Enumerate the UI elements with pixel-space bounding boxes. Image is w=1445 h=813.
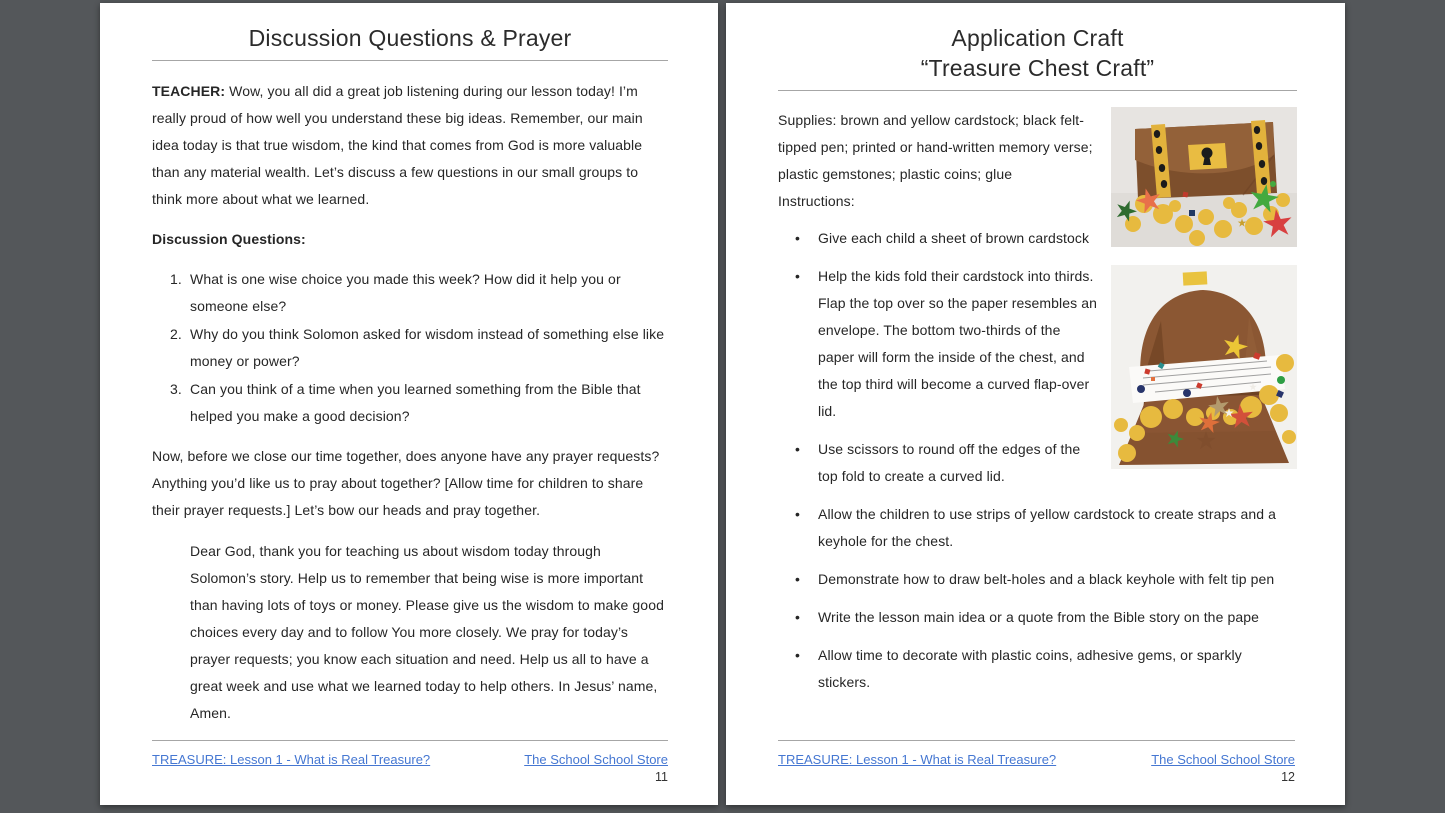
question-item [152, 376, 668, 430]
closing-paragraph: Now, before we close our time together, does anyone have any prayer requests? Anything you’d like us to pray about together? [Allow time for children to share their prayer requests.] Let’s bow our heads and pray together. [152, 448, 660, 518]
craft-step-item: • Use scissors to round off the edges of the top fold to create a curved lid. [778, 436, 1297, 490]
question-item [152, 266, 668, 320]
question-text: Can you think of a time when you learned something from the Bible that helped you make a good decision? [190, 381, 641, 424]
question-item [152, 321, 668, 375]
page-title: Discussion Questions & Prayer [248, 25, 572, 51]
discussion-questions-heading: Discussion Questions: [152, 231, 306, 247]
footer-divider [778, 740, 1295, 741]
store-link[interactable]: The School School Store [524, 752, 668, 767]
craft-step-item: • Help the kids fold their cardstock into thirds. Flap the top over so the paper resembles an envelope. The bottom two-thirds of the paper will form the inside of the chest, and the top third will become a curved flap-over lid. [778, 263, 1297, 425]
page-footer [152, 740, 668, 785]
title-divider [152, 60, 668, 61]
instructions-label: Instructions: [778, 193, 855, 209]
document-page-12 [726, 3, 1345, 805]
lesson-title-link[interactable]: TREASURE: Lesson 1 - What is Real Treasure? [778, 752, 1057, 767]
title-divider [778, 90, 1297, 91]
teacher-paragraph [152, 78, 668, 213]
store-link[interactable]: The School School Store [1151, 752, 1295, 767]
supplies-paragraph: Supplies: brown and yellow cardstock; black felt-tipped pen; printed or hand-written memory verse; plastic gemstones; plastic coins; glue [778, 112, 1093, 182]
teacher-text: Wow, you all did a great job listening during our lesson today! I’m really proud of how well you understand these big ideas. Remember, our main idea today is that true wisdom, the kind that comes from God is more valuable than any material wealth. Let’s discuss a few questions in our small groups to think more about what we learned. [152, 83, 643, 207]
footer-divider [152, 740, 668, 741]
craft-step-item: • Allow the children to use strips of yellow cardstock to create straps and a keyhole for the chest. [778, 501, 1297, 555]
document-page-11 [100, 3, 718, 805]
craft-steps-list [778, 225, 1297, 696]
question-number: 3. [170, 381, 182, 397]
page-number: 12 [1281, 770, 1295, 784]
page-title [778, 23, 1297, 83]
craft-step-item: • Give each child a sheet of brown cardstock [778, 225, 1297, 252]
question-text: What is one wise choice you made this week? How did it help you or someone else? [190, 271, 621, 314]
question-number: 2. [170, 326, 182, 342]
treasure-chest-illustration [1135, 120, 1277, 199]
question-number: 1. [170, 271, 182, 287]
lesson-title-link[interactable]: TREASURE: Lesson 1 - What is Real Treasure? [152, 752, 431, 767]
craft-title-line2: “Treasure Chest Craft” [920, 55, 1155, 81]
craft-step-item: • Allow time to decorate with plastic coins, adhesive gems, or sparkly stickers. [778, 642, 1297, 696]
question-text: Why do you think Solomon asked for wisdom instead of something else like money or power? [190, 326, 665, 369]
page-number: 11 [655, 770, 668, 784]
discussion-questions-list [152, 266, 668, 430]
craft-title-line1: Application Craft [951, 25, 1124, 51]
teacher-label: TEACHER: [152, 83, 226, 99]
craft-step-item: • Write the lesson main idea or a quote from the Bible story on the pape [778, 604, 1297, 631]
craft-step-item: • Demonstrate how to draw belt-holes and a black keyhole with felt tip pen [778, 566, 1297, 593]
prayer-paragraph: Dear God, thank you for teaching us about wisdom today through Solomon’s story. Help us to remember that being wise is more important than having lots of toys or money. Please give us the wisdom to make good choices every day and to follow You more closely. We pray for today’s prayer requests; you know each situation and need. Help us all to have a great week and use what we learned today to help others. In Jesus’ name, Amen. [190, 543, 664, 721]
page-footer [778, 740, 1295, 785]
